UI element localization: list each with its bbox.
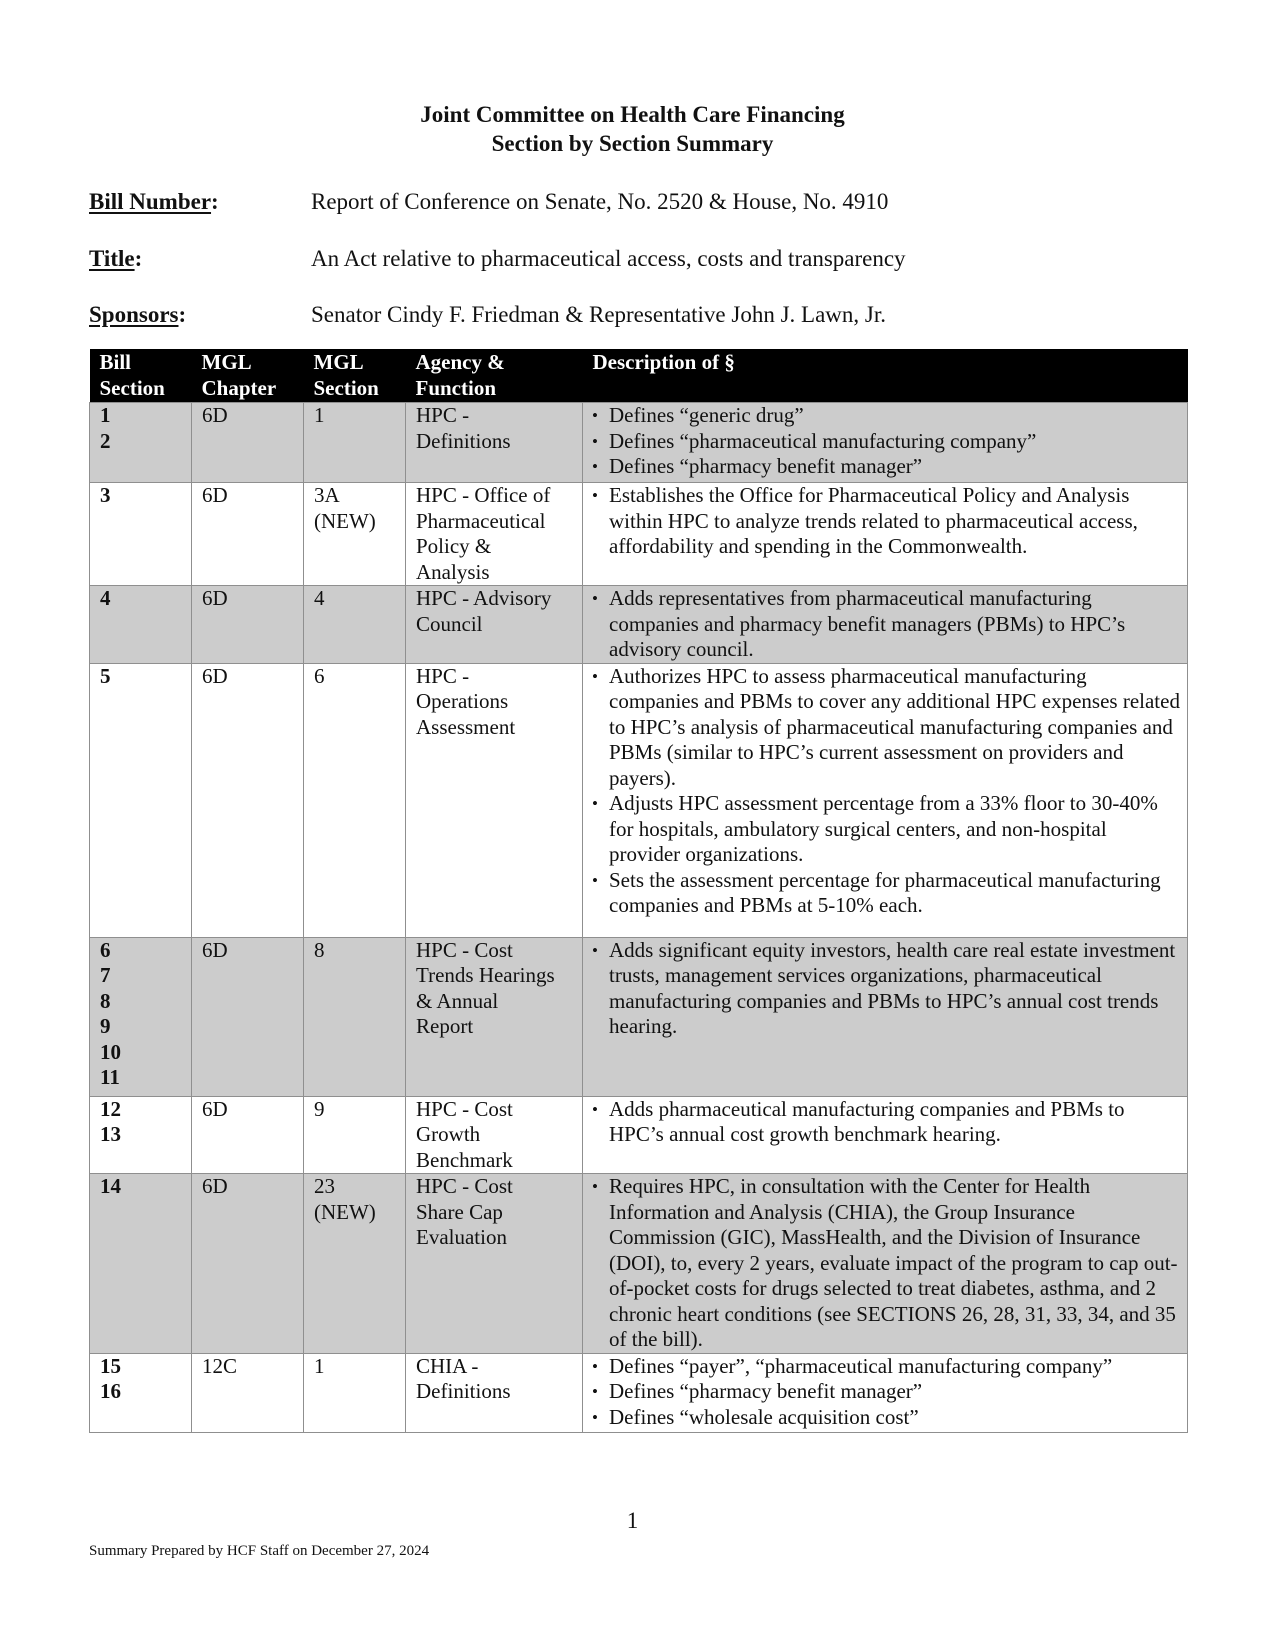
description-list	[591, 664, 1181, 919]
bullet-icon: •	[592, 666, 598, 686]
header-mgl-chapter: MGL Chapter	[192, 349, 304, 403]
description-cell	[583, 1096, 1188, 1174]
description-cell	[583, 663, 1188, 937]
mgl-chapter-cell: 12C	[192, 1353, 304, 1432]
bullet-icon: •	[592, 589, 598, 608]
bill-section-cell: 3	[90, 483, 192, 586]
description-item	[591, 429, 1181, 455]
title-line-1: Joint Committee on Health Care Financing	[420, 102, 845, 127]
bill-section-cell: 5	[90, 663, 192, 937]
description-item	[591, 664, 1181, 792]
sponsors-label: Sponsors:	[89, 302, 187, 327]
description-item	[591, 1174, 1181, 1353]
description-list	[591, 938, 1181, 1040]
description-text: Defines “pharmacy benefit manager”	[609, 1379, 923, 1403]
agency-function-cell: HPC - Operations Assessment	[406, 663, 583, 937]
description-item	[591, 791, 1181, 868]
description-text: Establishes the Office for Pharmaceutical Policy and Analysis within HPC to analyze trends related to pharmaceutical access, affordability and spending in the Commonwealth.	[609, 483, 1138, 558]
mgl-chapter-cell: 6D	[192, 1096, 304, 1174]
table-row	[90, 937, 1188, 1096]
bill-number-label: Bill Number:	[89, 189, 219, 214]
bullet-icon: •	[592, 486, 598, 505]
table-header-row	[90, 349, 1188, 403]
bullet-icon: •	[592, 406, 598, 425]
page-number: 1	[626, 1508, 639, 1533]
bill-section-cell: 12 13	[90, 1096, 192, 1174]
bullet-icon: •	[592, 940, 598, 960]
header-description: Description of §	[583, 349, 1188, 403]
description-list	[591, 403, 1181, 480]
bill-section-cell: 6 7 8 9 10 11	[90, 937, 192, 1096]
agency-function-cell: CHIA - Definitions	[406, 1353, 583, 1432]
table-row	[90, 586, 1188, 664]
description-item	[591, 1354, 1181, 1380]
mgl-section-cell: 23 (NEW)	[304, 1174, 406, 1354]
bullet-icon: •	[592, 1177, 598, 1196]
bullet-icon: •	[592, 1382, 598, 1401]
mgl-section-cell: 9	[304, 1096, 406, 1174]
description-text: Adds significant equity investors, health care real estate investment trusts, management services organizations, pharmaceutical manufacturing companies and PBMs to HPC’s annual cost trends hearing.	[609, 937, 1176, 1038]
mgl-section-cell: 8	[304, 937, 406, 1096]
description-cell	[583, 483, 1188, 586]
mgl-section-cell: 6	[304, 663, 406, 937]
description-list	[591, 483, 1181, 560]
description-list	[591, 1097, 1181, 1148]
header-agency-function: Agency & Function	[406, 349, 583, 403]
description-item	[591, 403, 1181, 429]
description-cell	[583, 586, 1188, 664]
footer-prepared-by: Summary Prepared by HCF Staff on December 27, 2024	[89, 1543, 430, 1559]
table-row	[90, 663, 1188, 937]
bullet-icon: •	[592, 457, 598, 476]
mgl-section-cell: 3A (NEW)	[304, 483, 406, 586]
bill-section-cell: 14	[90, 1174, 192, 1354]
description-text: Requires HPC, in consultation with the Center for Health Information and Analysis (CHIA), the Group Insurance Commission (GIC), MassHealth, and the Division of Insurance (DOI), to, every 2 years, evaluate impact of the program to cap out-of-pocket costs for drugs selected to treat diabetes, asthma, and 2 chronic heart conditions (see SECTIONS 26, 28, 31, 33, 34, and 35 of the bill).	[609, 1174, 1178, 1351]
bill-section-cell: 1 2	[90, 403, 192, 483]
mgl-chapter-cell: 6D	[192, 937, 304, 1096]
description-item	[591, 868, 1181, 919]
description-item	[591, 938, 1181, 1040]
table-row	[90, 1174, 1188, 1354]
section-summary-table	[89, 349, 1188, 1433]
agency-function-cell: HPC - Cost Growth Benchmark	[406, 1096, 583, 1174]
description-cell	[583, 937, 1188, 1096]
bullet-icon: •	[592, 1099, 598, 1119]
description-text: Authorizes HPC to assess pharmaceutical manufacturing companies and PBMs to cover any additional HPC expenses related to HPC’s analysis of pharmaceutical manufacturing companies and PBMs (similar to HPC’s current assessment on providers and payers).	[609, 663, 1180, 790]
mgl-chapter-cell: 6D	[192, 1174, 304, 1354]
mgl-chapter-cell: 6D	[192, 663, 304, 937]
bullet-icon: •	[592, 870, 598, 890]
description-text: Adds representatives from pharmaceutical manufacturing companies and pharmacy benefit managers (PBMs) to HPC’s advisory council.	[609, 586, 1126, 661]
mgl-chapter-cell: 6D	[192, 586, 304, 664]
mgl-chapter-cell: 6D	[192, 483, 304, 586]
bullet-icon: •	[592, 1407, 598, 1427]
description-list	[591, 586, 1181, 663]
description-text: Sets the assessment percentage for pharmaceutical manufacturing companies and PBMs at 5-10% each.	[609, 867, 1161, 917]
agency-function-cell: HPC - Cost Trends Hearings & Annual Report	[406, 937, 583, 1096]
description-text: Adjusts HPC assessment percentage from a 33% floor to 30-40% for hospitals, ambulatory surgical centers, and non-hospital provider organizations.	[609, 791, 1158, 866]
agency-function-cell: HPC - Office of Pharmaceutical Policy & Analysis	[406, 483, 583, 586]
table-row	[90, 403, 1188, 483]
mgl-section-cell: 4	[304, 586, 406, 664]
agency-function-cell: HPC - Definitions	[406, 403, 583, 483]
description-item	[591, 1097, 1181, 1148]
bill-number-value: Report of Conference on Senate, No. 2520 & House, No. 4910	[311, 189, 889, 214]
description-list	[591, 1174, 1181, 1353]
bullet-icon: •	[592, 794, 598, 813]
description-item	[591, 586, 1181, 663]
mgl-section-cell: 1	[304, 403, 406, 483]
description-text: Defines “payer”, “pharmaceutical manufacturing company”	[609, 1353, 1113, 1378]
title-value: An Act relative to pharmaceutical access, costs and transparency	[311, 246, 906, 271]
description-item	[591, 483, 1181, 560]
description-text: Defines “pharmaceutical manufacturing company”	[609, 428, 1037, 453]
title-label: Title:	[89, 246, 143, 271]
description-item	[591, 454, 1181, 480]
description-cell	[583, 403, 1188, 483]
table-row	[90, 1353, 1188, 1432]
mgl-chapter-cell: 6D	[192, 403, 304, 483]
agency-function-cell: HPC - Cost Share Cap Evaluation	[406, 1174, 583, 1354]
agency-function-cell: HPC - Advisory Council	[406, 586, 583, 664]
bullet-icon: •	[592, 1356, 598, 1376]
bill-section-cell: 4	[90, 586, 192, 664]
table-row	[90, 1096, 1188, 1174]
header-mgl-section: MGL Section	[304, 349, 406, 403]
description-text: Adds pharmaceutical manufacturing companies and PBMs to HPC’s annual cost growth benchmark hearing.	[609, 1096, 1125, 1146]
description-list	[591, 1354, 1181, 1431]
header-bill-section: Bill Section	[90, 349, 192, 403]
description-text: Defines “generic drug”	[609, 403, 804, 427]
bill-section-cell: 15 16	[90, 1353, 192, 1432]
sponsors-value: Senator Cindy F. Friedman & Representative John J. Lawn, Jr.	[311, 302, 886, 327]
description-text: Defines “pharmacy benefit manager”	[609, 454, 923, 478]
bullet-icon: •	[592, 431, 598, 451]
description-cell	[583, 1174, 1188, 1354]
description-text: Defines “wholesale acquisition cost”	[609, 1404, 919, 1429]
description-item	[591, 1405, 1181, 1431]
title-line-2: Section by Section Summary	[491, 131, 774, 156]
document-title	[0, 100, 1265, 158]
mgl-section-cell: 1	[304, 1353, 406, 1432]
table-row	[90, 483, 1188, 586]
description-cell	[583, 1353, 1188, 1432]
description-item	[591, 1379, 1181, 1405]
